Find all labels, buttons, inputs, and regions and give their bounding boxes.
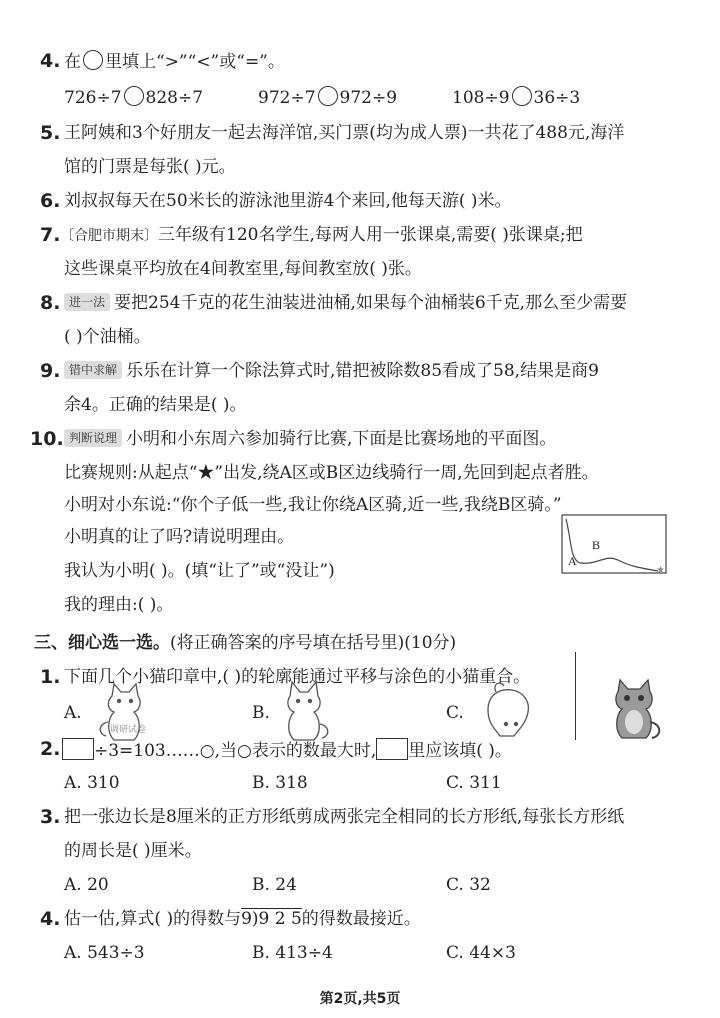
question-text — [64, 428, 556, 450]
question-number: 5. — [40, 122, 61, 144]
method-tag: 进一法 — [64, 293, 110, 311]
cat-stamp-b-icon — [274, 680, 334, 744]
answer-line-1: 我认为小明( )。(填“让了”或“没让”) — [64, 561, 335, 581]
text: ÷3=103……○,当○表示的数最大时, — [94, 741, 377, 761]
question-number: 2. — [40, 738, 61, 760]
page-footer: 第2页,共5页 — [319, 991, 401, 1007]
question-number: 9. — [40, 360, 61, 382]
method-tag: 判断说理 — [64, 429, 122, 447]
colored-cat-icon — [604, 678, 664, 744]
question-text — [64, 360, 599, 382]
question-text — [60, 224, 583, 247]
question-text: 余4。正确的结果是( )。 — [64, 395, 247, 415]
option-a[interactable]: A. 20 — [64, 875, 109, 895]
question-text: 下面几个小猫印章中,( )的轮廓能通过平移与涂色的小猫重合。 — [64, 667, 531, 687]
question-text — [62, 738, 512, 762]
race-map — [560, 513, 670, 577]
box-blank[interactable] — [62, 738, 94, 760]
area-b-label: B — [592, 538, 601, 552]
expr-left: 108÷9 — [452, 88, 510, 108]
section-title — [34, 632, 456, 654]
note: (将正确答案的序号填在括号里)(10分) — [170, 633, 457, 653]
expr-right: 36÷3 — [533, 88, 581, 108]
answer-line-2: 我的理由:( )。 — [64, 595, 174, 615]
compare-expr-2 — [258, 86, 397, 109]
start-star-icon: ★ — [656, 565, 665, 576]
divider-line — [575, 652, 576, 740]
text: 乐乐在计算一个除法算式时,错把被除数85看成了58,结果是商9 — [126, 361, 599, 381]
circle-blank[interactable] — [512, 86, 532, 106]
text: 里应该填( )。 — [408, 741, 512, 761]
question-text — [64, 50, 285, 73]
question-number: 3. — [40, 806, 61, 828]
long-division: 9)9 2 5 — [241, 909, 302, 929]
option-b[interactable]: B. — [252, 703, 270, 723]
text: 要把254千克的花生油装进油桶,如果每个油桶装6千克,那么至少需要 — [114, 293, 628, 313]
box-blank[interactable] — [376, 738, 408, 760]
question-text: 把一张边长是8厘米的正方形纸剪成两张完全相同的长方形纸,每张长方形纸 — [64, 807, 625, 827]
option-c[interactable]: C. — [446, 703, 464, 723]
cat-stamp-c-icon — [478, 680, 538, 744]
expr-right: 828÷7 — [145, 88, 204, 108]
text: 里填上“>”“<”或“=”。 — [105, 52, 285, 72]
map-border — [562, 515, 666, 573]
text: 在 — [64, 52, 81, 72]
text: 的得数最接近。 — [301, 909, 421, 929]
question-number: 4. — [40, 50, 61, 72]
divider-path — [566, 519, 658, 571]
text: 估一估,算式( )的得数与 — [64, 909, 242, 929]
question-text — [64, 908, 421, 930]
question-number: 8. — [40, 292, 61, 314]
option-b[interactable]: B. 413÷4 — [252, 943, 333, 963]
text: 三年级有120名学生,每两人用一张课桌,需要( )张课桌;把 — [158, 225, 583, 245]
text: 小明和小东周六参加骑行比赛,下面是比赛场地的平面图。 — [126, 429, 557, 449]
source-tag: 〔合肥市期末〕 — [60, 228, 158, 244]
method-tag: 错中求解 — [64, 361, 122, 379]
rule-text: 比赛规则:从起点“★”出发,绕A区或B区边线骑行一周,先回到起点者胜。 — [64, 463, 599, 483]
circle-blank[interactable] — [124, 86, 144, 106]
cat-stamp-a-icon — [94, 682, 154, 744]
option-c[interactable]: C. 32 — [446, 875, 491, 895]
question-number: 1. — [40, 666, 61, 688]
circle-blank[interactable] — [83, 50, 103, 70]
ask-text: 小明真的让了吗?请说明理由。 — [64, 527, 295, 547]
question-text — [64, 292, 627, 314]
expr-left: 726÷7 — [64, 88, 122, 108]
option-b[interactable]: B. 318 — [252, 773, 308, 793]
question-text: 刘叔叔每天在50米长的游泳池里游4个来回,他每天游( )米。 — [64, 191, 512, 211]
option-c[interactable]: C. 44×3 — [446, 943, 516, 963]
title: 三、细心选一选。 — [34, 633, 170, 653]
expr-right: 972÷9 — [339, 88, 398, 108]
question-text: ( )个油桶。 — [64, 327, 151, 347]
question-text: 这些课桌平均放在4间教室里,每间教室放( )张。 — [64, 259, 422, 279]
expr-left: 972÷7 — [258, 88, 316, 108]
compare-expr-1 — [64, 86, 203, 109]
question-number: 10. — [30, 428, 64, 450]
option-a[interactable]: A. 310 — [64, 773, 120, 793]
option-a[interactable]: A. — [64, 703, 82, 723]
question-text: 的周长是( )厘米。 — [64, 841, 202, 861]
circle-blank[interactable] — [318, 86, 338, 106]
option-c[interactable]: C. 311 — [446, 773, 502, 793]
area-a-label: A — [568, 554, 577, 568]
question-text: 王阿姨和3个好朋友一起去海洋馆,买门票(均为成人票)一共花了488元,海洋 — [64, 123, 625, 143]
question-number: 7. — [40, 224, 61, 246]
watermark: 调研试卷 — [110, 725, 147, 735]
question-text: 馆的门票是每张( )元。 — [64, 157, 236, 177]
option-a[interactable]: A. 543÷3 — [64, 943, 145, 963]
option-b[interactable]: B. 24 — [252, 875, 297, 895]
dialog-text: 小明对小东说:“你个子低一些,我让你绕A区骑,近一些,我绕B区骑。” — [64, 495, 562, 515]
question-number: 4. — [40, 908, 61, 930]
compare-expr-3 — [452, 86, 580, 109]
question-number: 6. — [40, 190, 61, 212]
